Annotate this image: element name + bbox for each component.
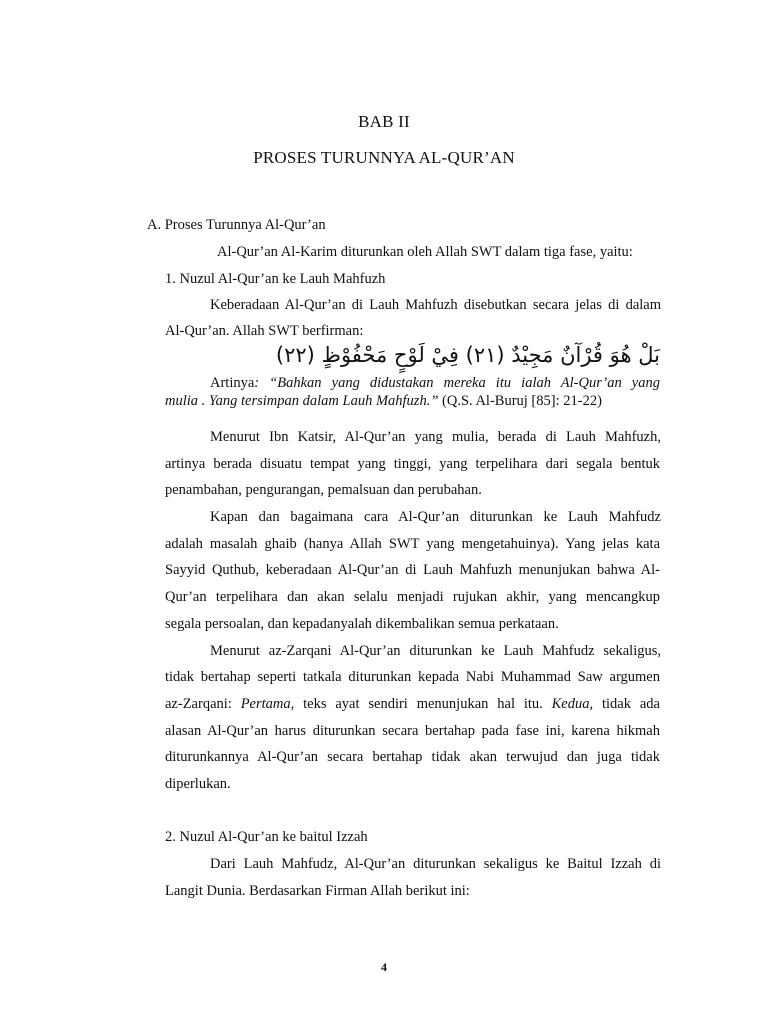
translation-text: mulia . Yang tersimpan dalam Lauh Mahfuzh.”: [165, 393, 439, 409]
paragraph-line: Sayyid Quthub, keberadaan Al-Qur’an di Lauh Mahfuzh menunjukan bahwa Al-: [165, 562, 660, 578]
paragraph-line: penambahan, pengurangan, pemalsuan dan perubahan.: [165, 482, 482, 498]
text-run: , tidak ada: [589, 696, 660, 712]
translation-label: Artinya: [210, 375, 255, 391]
paragraph-line: Kapan dan bagaimana cara Al-Qur’an diturunkan ke Lauh Mahfudz: [210, 509, 661, 525]
paragraph-line: alasan Al-Qur’an harus diturunkan secara bertahap pada fase ini, karena hikmah: [165, 723, 660, 739]
paragraph-line: [165, 696, 660, 713]
section-intro: Al-Qur’an Al-Karim diturunkan oleh Allah SWT dalam tiga fase, yaitu:: [217, 244, 633, 260]
paragraph-line: Keberadaan Al-Qur’an di Lauh Mahfuzh disebutkan secara jelas di dalam: [210, 297, 661, 313]
chapter-number: BAB II: [358, 112, 410, 131]
text-run: az-Zarqani:: [165, 696, 241, 712]
section-heading: A. Proses Turunnya Al-Qur’an: [147, 217, 326, 233]
paragraph-line: adalah masalah ghaib (hanya Allah SWT yang mengetahuinya). Yang jelas kata: [165, 536, 660, 552]
translation-line-2: [165, 393, 660, 410]
paragraph-line: Menurut Ibn Katsir, Al-Qur’an yang mulia, berada di Lauh Mahfuzh,: [210, 429, 661, 445]
translation-line-1: [210, 375, 660, 392]
paragraph-line: diperlukan.: [165, 776, 231, 792]
paragraph-line: artinya berada disuatu tempat yang tinggi, yang terpelihara dari segala bentuk: [165, 456, 660, 472]
paragraph-line: tidak bertahap seperti tatkala diturunkan kepada Nabi Muhammad Saw argumen: [165, 669, 660, 685]
translation-reference: (Q.S. Al-Buruj [85]: 21-22): [438, 393, 602, 409]
subsection-heading-2: 2. Nuzul Al-Qur’an ke baitul Izzah: [165, 829, 368, 845]
emphasis-kedua: Kedua: [551, 696, 590, 712]
paragraph-line: segala persoalan, dan kepadanyalah dikembalikan semua perkataan.: [165, 616, 559, 632]
subsection-heading-1: 1. Nuzul Al-Qur’an ke Lauh Mahfuzh: [165, 271, 386, 287]
paragraph-line: Al-Qur’an. Allah SWT berfirman:: [165, 323, 364, 339]
arabic-verse: بَلْ هُوَ قُرْآنٌ مَجِيْدٌ (٢١) فِيْ لَوْحٍ مَحْفُوْظٍ (٢٢): [275, 343, 660, 367]
translation-colon: :: [254, 375, 270, 391]
paragraph-line: Qur’an terpelihara dan akan selalu menjadi rujukan akhir, yang mencangkup: [165, 589, 660, 605]
emphasis-pertama: Pertama,: [240, 696, 295, 712]
chapter-title: PROSES TURUNNYA AL-QUR’AN: [253, 148, 515, 167]
paragraph-line: Dari Lauh Mahfudz, Al-Qur’an diturunkan sekaligus ke Baitul Izzah di: [210, 856, 661, 872]
paragraph-line: Menurut az-Zarqani Al-Qur’an diturunkan ke Lauh Mahfudz sekaligus,: [210, 643, 661, 659]
paragraph-line: diturunkannya Al-Qur’an secara bertahap tidak akan terwujud dan juga tidak: [165, 749, 660, 765]
paragraph-line: Langit Dunia. Berdasarkan Firman Allah berikut ini:: [165, 883, 470, 899]
page-number: 4: [381, 960, 387, 974]
translation-text: “Bahkan yang didustakan mereka itu ialah Al-Qur’an yang: [269, 375, 660, 391]
text-run: teks ayat sendiri menunjukan hal itu.: [294, 696, 552, 712]
